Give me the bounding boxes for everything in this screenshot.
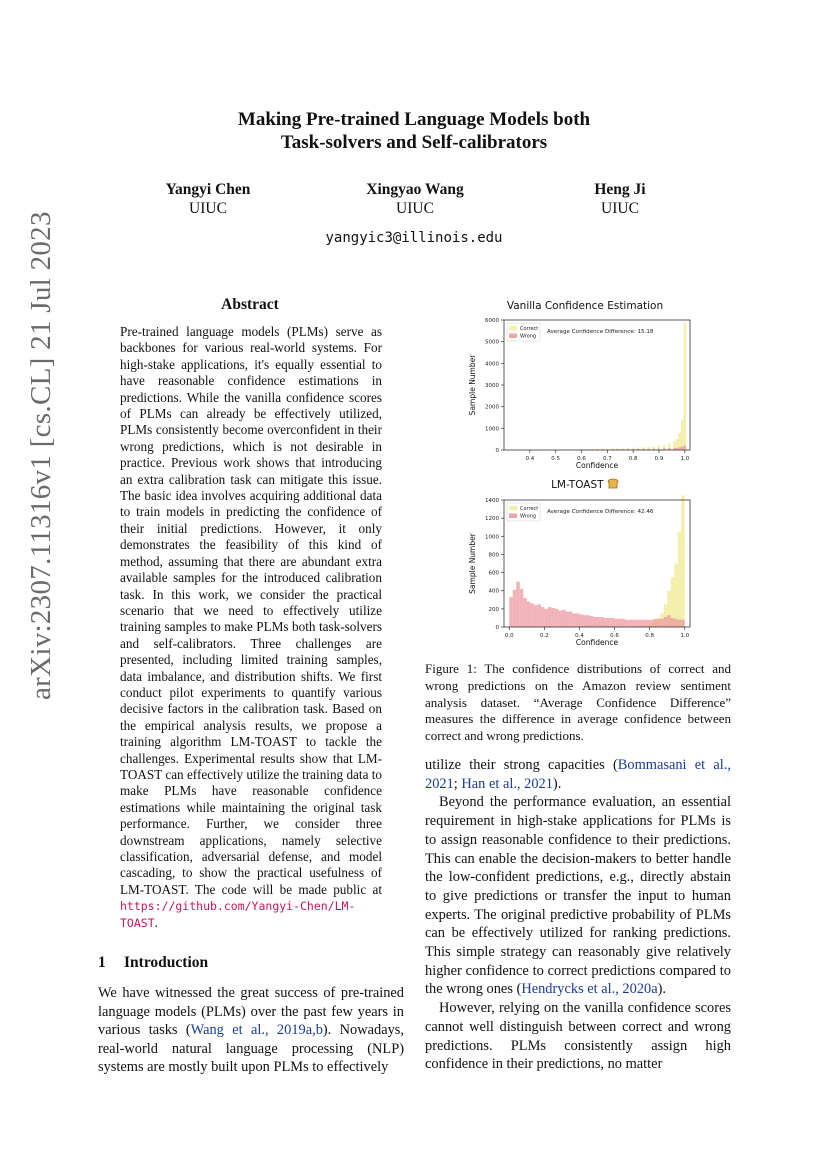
x-tick-label: 1.0 xyxy=(680,456,690,462)
citation-link[interactable]: Hendrycks et al., 2020a xyxy=(521,981,658,998)
x-tick-label: 0.0 xyxy=(504,633,514,639)
legend-swatch-wrong xyxy=(509,514,517,519)
author-1 xyxy=(148,180,268,218)
x-tick-label: 0.8 xyxy=(628,456,638,462)
x-tick-label: 0.6 xyxy=(577,456,586,462)
bar-wrong xyxy=(537,604,541,627)
x-tick-label: 0.5 xyxy=(551,456,561,462)
bar-wrong xyxy=(583,615,587,627)
toast-icon xyxy=(607,478,619,489)
legend-label: Correct xyxy=(520,506,539,513)
bar-wrong xyxy=(572,613,576,627)
citation-link[interactable]: Han et al., 2021 xyxy=(461,775,553,792)
bar-wrong xyxy=(660,619,664,627)
bar-wrong xyxy=(615,619,619,627)
bar-wrong xyxy=(555,609,559,627)
bar-wrong xyxy=(625,620,629,627)
citation-link[interactable]: Bommasani et al., 2021 xyxy=(425,757,731,792)
x-tick-label: 0.4 xyxy=(525,456,535,462)
legend-swatch-correct xyxy=(509,326,517,331)
bar-wrong xyxy=(597,617,601,627)
bar-wrong xyxy=(513,590,517,627)
code-url-link[interactable]: https://github.com/Yangyi-Chen/LM-TOAST xyxy=(120,899,356,930)
bar-wrong xyxy=(523,598,527,627)
paragraph xyxy=(425,793,731,999)
author-name: Heng Ji xyxy=(594,181,646,198)
bar-wrong xyxy=(646,620,650,627)
bar-wrong xyxy=(527,602,531,627)
bar-wrong xyxy=(590,616,594,627)
bar-correct xyxy=(681,420,684,450)
bar-wrong xyxy=(534,605,538,627)
y-tick-label: 1000 xyxy=(485,534,499,541)
paragraph: However, relying on the vanilla confidence scores cannot well distinguish between correct and wrong predictions. PLMs consistently assign high confidence in their predictions, no matter xyxy=(425,1000,731,1073)
section-heading xyxy=(98,954,208,972)
bar-wrong xyxy=(681,447,684,450)
bar-wrong xyxy=(622,619,626,627)
right-column-text xyxy=(425,756,731,1074)
x-tick-label: 0.8 xyxy=(645,633,655,639)
legend-label: Wrong xyxy=(520,333,537,340)
bar-correct xyxy=(684,322,687,450)
bar-wrong xyxy=(509,597,513,627)
bar-wrong xyxy=(632,620,636,627)
bar-wrong xyxy=(541,607,545,627)
bar-wrong xyxy=(671,618,675,627)
y-tick-label: 2000 xyxy=(485,404,499,411)
y-tick-label: 0 xyxy=(495,625,499,631)
x-tick-label: 0.2 xyxy=(539,633,549,639)
chart-title-lmtoast xyxy=(470,478,700,491)
title-line-2: Task-solvers and Self-calibrators xyxy=(280,132,548,153)
abstract-body: Pre-trained language models (PLMs) serve as backbones for various real-world systems. For high-stake applications, it's equally essential to have reasonable confidence estimations in predictions. While the vanilla confidence scores of PLMs can already be effectively utilized, PLMs consistently become overconfident in their wrong predictions, which is not desirable in practice. Previous work shows that introducing an extra calibration task can mitigate this issue. The basic idea involves acquiring additional data to train models in predicting the confidence of their initial predictions. However, it only demonstrates the feasibility of this kind of method, assuming that there are abundant extra available samples for the introduced calibration task. In this work, we consider the practical scenario that we need to effectively utilize training samples to make PLMs both task-solvers and self-calibrators. Three challenges are presented, including limited training samples, data imbalance, and distribution shifts. We first conduct pilot experiments to quantify various decisive factors in the calibration task. Based on the empirical analysis results, we propose a training algorithm LM-TOAST to tackle the challenges. Experimental results show that LM-TOAST can effectively utilize the training data to make PLMs have reasonable confidence estimations while maintaining the original task performance. Further, we consider three downstream applications, namely selective classification, adversarial defense, and model cascading, to show the practical usefulness of LM-TOAST. The code will be made public at https://github.com/Yangyi-Chen/LM-TOAST. xyxy=(120,324,382,930)
x-tick-label: 0.6 xyxy=(610,633,619,639)
y-tick-label: 400 xyxy=(488,588,499,595)
bar-wrong xyxy=(576,613,580,627)
y-axis-label: Sample Number xyxy=(468,533,477,594)
text: ). xyxy=(657,981,666,998)
section-title: Introduction xyxy=(124,954,209,971)
bar-wrong xyxy=(562,610,566,627)
bar-correct xyxy=(681,495,685,627)
bar-wrong xyxy=(611,618,615,627)
paper-title xyxy=(0,108,828,154)
author-affiliation: UIUC xyxy=(189,200,227,217)
bar-wrong xyxy=(618,619,622,627)
bar-wrong xyxy=(653,619,657,627)
abstract-text: Pre-trained language models (PLMs) serve as backbones for various real-world systems. For high-stake applications, it's equally essential to have reasonable confidence estimations in predictions. While the vanilla confidence scores of PLMs can already be effectively utilized, PLMs consistently become overconfident in their wrong predictions, which is not desirable in practice. Previous work shows that introducing an extra calibration task can mitigate this issue. The basic idea involves acquiring additional data to train models in predicting the confidence of their initial predictions. However, it only demonstrates the feasibility of this kind of method, assuming that there are abundant extra available samples for the introduced calibration task. In this work, we consider the practical scenario that we need to effectively utilize training samples to make PLMs both task-solvers and self-calibrators. Three challenges are presented, including limited training samples, data imbalance, and distribution shifts. We first conduct pilot experiments to quantify various decisive factors in the calibration task. Based on the empirical analysis results, we propose a training algorithm LM-TOAST to tackle the challenges. Experimental results show that LM-TOAST can effectively utilize the training data to make PLMs have reasonable confidence estimations while maintaining the original task performance. Further, we consider three downstream applications, namely selective classification, adversarial defense, and model cascading, to show the practical usefulness of LM-TOAST. The code will be made public at xyxy=(120,324,382,897)
bar-wrong xyxy=(565,612,569,627)
bar-wrong xyxy=(586,615,590,627)
y-tick-label: 200 xyxy=(488,606,499,613)
bar-wrong xyxy=(650,620,654,627)
bar-wrong xyxy=(516,582,520,627)
title-line-1: Making Pre-trained Language Models both xyxy=(237,109,591,130)
bar-wrong xyxy=(548,607,552,627)
author-name: Xingyao Wang xyxy=(366,181,464,198)
bar-wrong xyxy=(684,446,687,450)
chart-annotation: Average Confidence Difference: 15.18 xyxy=(547,329,654,335)
bar-wrong xyxy=(551,608,555,627)
bar-wrong xyxy=(664,617,668,627)
y-tick-label: 3000 xyxy=(485,383,499,389)
y-tick-label: 4000 xyxy=(485,361,499,368)
bar-wrong xyxy=(629,620,633,627)
citation-link[interactable]: Wang et al., 2019a,b xyxy=(190,1022,323,1039)
bar-wrong xyxy=(639,620,643,627)
text: ). xyxy=(552,775,562,792)
vanilla-confidence-chart xyxy=(460,312,700,474)
author-affiliation: UIUC xyxy=(601,200,639,217)
bar-wrong xyxy=(643,620,647,627)
bar-wrong xyxy=(579,614,583,627)
intro-text: ). Nowadays, real-world natural language processing (NLP) systems are mostly built upon PLMs to effectively xyxy=(98,1022,404,1076)
bar-correct xyxy=(678,532,682,627)
bar-wrong xyxy=(544,609,548,627)
x-axis-label: Confidence xyxy=(575,461,619,470)
bar-wrong xyxy=(678,620,682,627)
intro-text: We have witnessed the great success of pre-trained language models (PLMs) over the past few years in various tasks ( xyxy=(98,985,404,1039)
chart-title-text: LM-TOAST xyxy=(551,479,604,491)
bar-wrong xyxy=(558,611,562,627)
bar-wrong xyxy=(608,618,612,627)
legend-swatch-correct xyxy=(509,506,517,511)
y-tick-label: 1400 xyxy=(485,498,499,504)
figure-caption: Figure 1: The confidence distributions of correct and wrong predictions on the Amazon review sentiment analysis dataset. “Average Confidence Difference” measures the difference in average confidence between correct and wrong predictions. xyxy=(425,661,731,744)
bar-wrong xyxy=(681,620,685,627)
abstract-heading: Abstract xyxy=(221,296,279,313)
bar-wrong xyxy=(667,615,671,627)
y-tick-label: 6000 xyxy=(485,318,499,324)
bar-wrong xyxy=(674,619,678,627)
chart-annotation: Average Confidence Difference: 42.46 xyxy=(547,509,654,515)
bar-wrong xyxy=(604,618,608,627)
legend-swatch-wrong xyxy=(509,334,517,339)
author-3 xyxy=(575,180,665,218)
y-axis-label: Sample Number xyxy=(468,354,477,416)
author-name: Yangyi Chen xyxy=(165,181,251,198)
y-tick-label: 0 xyxy=(495,448,499,454)
bar-correct xyxy=(674,564,678,628)
x-tick-label: 0.9 xyxy=(654,456,664,462)
bar-wrong xyxy=(530,603,534,627)
y-tick-label: 600 xyxy=(488,570,499,577)
text: ; xyxy=(453,775,462,792)
legend-label: Wrong xyxy=(520,513,537,520)
author-email[interactable]: yangyic3@illinois.edu xyxy=(325,230,503,246)
x-tick-label: 0.4 xyxy=(575,633,584,639)
bar-wrong xyxy=(569,612,573,627)
y-tick-label: 5000 xyxy=(485,339,499,346)
legend-label: Correct xyxy=(520,326,539,333)
text: utilize their strong capacities ( xyxy=(425,757,618,773)
x-tick-label: 1.0 xyxy=(680,633,690,639)
lm-toast-chart xyxy=(460,492,700,648)
arxiv-identifier[interactable]: arXiv:2307.11316v1 [cs.CL] 21 Jul 2023 xyxy=(25,211,57,700)
y-tick-label: 1000 xyxy=(485,426,499,433)
y-tick-label: 1200 xyxy=(485,516,499,523)
chart-title-vanilla: Vanilla Confidence Estimation xyxy=(506,300,664,312)
bar-wrong xyxy=(601,617,605,627)
intro-paragraph xyxy=(98,984,404,1077)
x-tick-label: 0.7 xyxy=(602,456,612,462)
bar-wrong xyxy=(593,617,597,627)
paragraph xyxy=(425,756,731,793)
x-axis-label: Confidence xyxy=(575,638,619,647)
text: Beyond the performance evaluation, an essential requirement in high-stake applications for PLMs is to assign reasonable confidence to their predictions. This can enable the decision-makers to better handle the low-confident predictions, e.g., directly abstain to give predictions or transfer the input to human experts. The original predictive probability of PLMs can be effectively utilized for ranking predictions. This simple strategy can reasonably give relatively higher confidence to correct predictions compared to the wrong ones ( xyxy=(425,794,731,998)
bar-wrong xyxy=(520,589,524,627)
section-number: 1 xyxy=(98,954,106,971)
author-affiliation: UIUC xyxy=(396,200,434,217)
bar-wrong xyxy=(657,619,661,627)
bar-wrong xyxy=(636,620,640,627)
author-2 xyxy=(350,180,480,218)
y-tick-label: 800 xyxy=(488,552,499,559)
